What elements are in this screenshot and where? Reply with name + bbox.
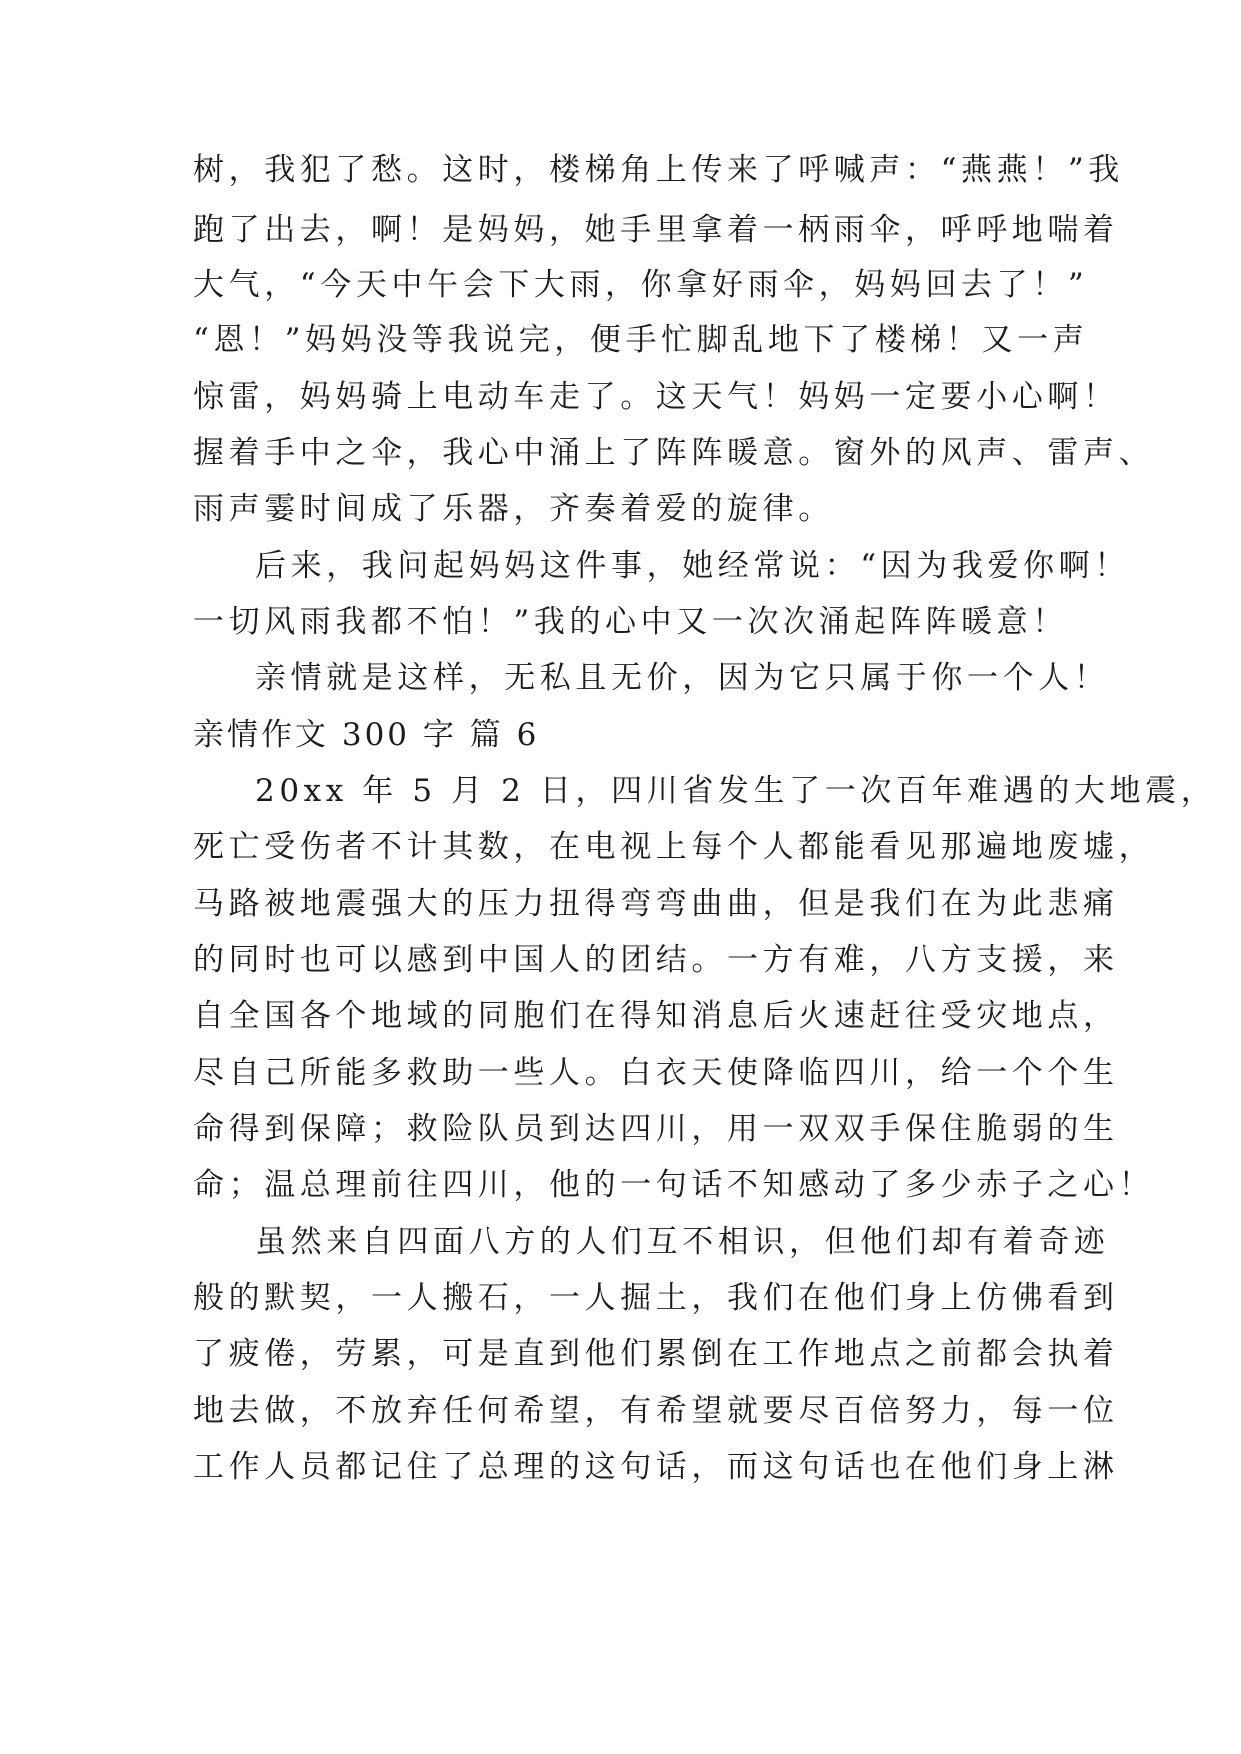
paragraph-line: 的同时也可以感到中国人的团结。一方有难，八方支援，来 bbox=[193, 942, 1119, 978]
paragraph-line: 20xx 年 5 月 2 日，四川省发生了一次百年难遇的大地震， bbox=[255, 773, 1217, 809]
paragraph-line: 一切风雨我都不怕！”我的心中又一次次涌起阵阵暖意！ bbox=[193, 604, 1068, 640]
paragraph-line: 雨声霎时间成了乐器，齐奏着爱的旋律。 bbox=[193, 491, 834, 527]
paragraph-line: 般的默契，一人搬石，一人掘土，我们在他们身上仿佛看到 bbox=[193, 1280, 1119, 1316]
paragraph-line: 了疲倦，劳累，可是直到他们累倒在工作地点之前都会执着 bbox=[193, 1336, 1119, 1372]
paragraph-line: 命；温总理前往四川，他的一句话不知感动了多少赤子之心！ bbox=[193, 1167, 1155, 1203]
paragraph-line: 树，我犯了愁。这时，楼梯角上传来了呼喊声：“燕燕！”我 bbox=[193, 152, 1124, 188]
paragraph-line: 握着手中之伞，我心中涌上了阵阵暖意。窗外的风声、雷声、 bbox=[193, 435, 1155, 471]
paragraph-line: 自全国各个地域的同胞们在得知消息后火速赶往受灾地点， bbox=[193, 998, 1119, 1034]
paragraph-line: “恩！”妈妈没等我说完，便手忙脚乱地下了楼梯！又一声 bbox=[193, 322, 1089, 358]
paragraph-line: 跑了出去，啊！是妈妈，她手里拿着一柄雨伞，呼呼地喘着 bbox=[193, 212, 1119, 248]
paragraph-line: 亲情就是这样，无私且无价，因为它只属于你一个人！ bbox=[255, 660, 1110, 696]
paragraph-line: 死亡受伤者不计其数，在电视上每个人都能看见那遍地废墟， bbox=[193, 829, 1155, 865]
paragraph-line: 惊雷，妈妈骑上电动车走了。这天气！妈妈一定要小心啊！ bbox=[193, 379, 1119, 415]
paragraph-line: 尽自己所能多救助一些人。白衣天使降临四川，给一个个生 bbox=[193, 1055, 1119, 1091]
paragraph-line: 工作人员都记住了总理的这句话，而这句话也在他们身上淋 bbox=[193, 1449, 1119, 1485]
paragraph-line: 地去做，不放弃任何希望，有希望就要尽百倍努力，每一位 bbox=[193, 1393, 1119, 1429]
paragraph-line: 命得到保障；救险队员到达四川，用一双双手保住脆弱的生 bbox=[193, 1111, 1119, 1147]
paragraph-line: 虽然来自四面八方的人们互不相识，但他们却有着奇迹 bbox=[255, 1224, 1110, 1260]
paragraph-line: 马路被地震强大的压力扭得弯弯曲曲，但是我们在为此悲痛 bbox=[193, 886, 1119, 922]
paragraph-line: 大气，“今天中午会下大雨，你拿好雨伞，妈妈回去了！” bbox=[193, 267, 1089, 303]
section-heading: 亲情作文 300 字 篇 6 bbox=[193, 717, 540, 753]
paragraph-line: 后来，我问起妈妈这件事，她经常说：“因为我爱你啊！ bbox=[255, 548, 1130, 584]
